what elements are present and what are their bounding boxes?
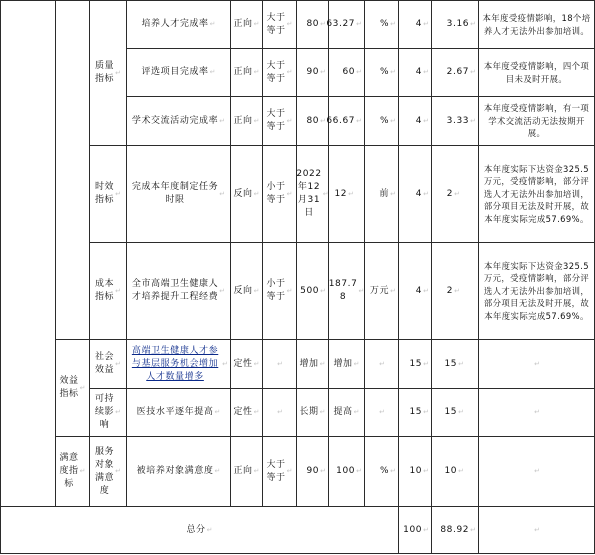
paragraph-mark: ↵ xyxy=(356,467,362,475)
paragraph-mark: ↵ xyxy=(423,467,429,475)
unit xyxy=(365,389,398,436)
score: 2 ↵ xyxy=(446,188,460,199)
paragraph-mark: ↵ xyxy=(390,286,396,295)
unit xyxy=(365,340,398,388)
paragraph-mark: ↵ xyxy=(353,359,360,368)
paragraph-mark: ↵ xyxy=(320,467,326,475)
actual-value: 66.67 ↵ xyxy=(326,115,362,126)
paragraph-mark: ↵ xyxy=(115,408,122,416)
paragraph-mark: ↵ xyxy=(286,286,293,295)
total-weight: 100 ↵ xyxy=(403,524,429,535)
paragraph-mark: ↵ xyxy=(286,189,293,198)
paragraph-mark: ↵ xyxy=(115,286,122,295)
paragraph-mark: ↵ xyxy=(209,20,216,28)
category-service-satisfaction: 服务 对象 满意 度 ↵ xyxy=(94,446,122,496)
paragraph-mark: ↵ xyxy=(470,68,476,76)
paragraph-mark: ↵ xyxy=(319,359,326,368)
deviation-note xyxy=(479,389,594,436)
metric-name: 医技水平逐年提高 ↵ xyxy=(136,407,221,417)
paragraph-mark: ↵ xyxy=(458,359,464,368)
direction: 正向 ↵ xyxy=(233,67,260,77)
metric-name: 完成本年度制定任务 时限 ↵ xyxy=(131,182,226,205)
direction: 正向 ↵ xyxy=(233,466,260,476)
actual-value: 增加 ↵ xyxy=(333,358,360,369)
paragraph-mark: ↵ xyxy=(534,525,540,534)
actual-value: 100 ↵ xyxy=(336,466,362,476)
score: 10 ↵ xyxy=(444,466,464,476)
weight: 15 ↵ xyxy=(409,407,429,417)
paragraph-mark: ↵ xyxy=(286,68,293,76)
direction: 定性 ↵ xyxy=(233,358,260,369)
weight: 10 ↵ xyxy=(409,466,429,476)
paragraph-mark: ↵ xyxy=(423,359,429,368)
score: 2.67 ↵ xyxy=(446,67,476,77)
paragraph-mark: ↵ xyxy=(253,20,260,28)
paragraph-mark: ↵ xyxy=(115,359,122,368)
score: 15 ↵ xyxy=(444,358,464,369)
paragraph-mark: ↵ xyxy=(253,189,260,198)
paragraph-mark: ↵ xyxy=(470,20,476,28)
paragraph-mark: ↵ xyxy=(320,20,326,28)
paragraph-mark: ↵ xyxy=(320,116,326,125)
metric-name: 培养人才完成率 ↵ xyxy=(141,19,216,29)
paragraph-mark: ↵ xyxy=(219,286,226,295)
weight: 4 ↵ xyxy=(415,188,429,199)
operator: 大于 等于 ↵ xyxy=(266,459,293,483)
paragraph-mark: ↵ xyxy=(390,467,396,475)
category-satisfaction: 满意 度指 标 ↵ xyxy=(59,453,86,489)
target-value: 90 ↵ xyxy=(306,466,326,476)
target-value: 2022 年12 月31 日 ↵ xyxy=(296,169,329,218)
operator: 大于 等于 ↵ xyxy=(266,60,293,84)
weight: 4 ↵ xyxy=(415,19,429,29)
unit: % ↵ xyxy=(379,19,396,29)
paragraph-mark: ↵ xyxy=(423,20,429,28)
operator xyxy=(263,389,296,436)
actual-value: 187.7 8 ↵ xyxy=(328,279,365,302)
paragraph-mark: ↵ xyxy=(458,408,464,416)
category-cost: 成本 指标 ↵ xyxy=(94,279,122,302)
paragraph-mark: ↵ xyxy=(253,116,260,125)
paragraph-mark: ↵ xyxy=(214,408,221,416)
metric-name: 全市高端卫生健康人 才培养提升工程经费 ↵ xyxy=(131,279,226,302)
paragraph-mark: ↵ xyxy=(115,68,122,77)
metric-name: 学术交流活动完成率 ↵ xyxy=(131,115,226,126)
paragraph-mark: ↵ xyxy=(277,359,283,368)
weight: 4 ↵ xyxy=(415,115,429,126)
paragraph-mark: ↵ xyxy=(470,116,476,125)
target-value: 500 ↵ xyxy=(300,285,326,296)
total-note xyxy=(479,507,594,553)
paragraph-mark: ↵ xyxy=(423,408,429,416)
unit: 万元 ↵ xyxy=(369,285,396,296)
paragraph-mark: ↵ xyxy=(379,359,385,368)
metric-name: 被培养对象满意度 ↵ xyxy=(136,466,221,476)
score: 3.33 ↵ xyxy=(446,115,476,126)
direction: 反向 ↵ xyxy=(233,285,260,296)
paragraph-mark: ↵ xyxy=(458,467,464,475)
paragraph-mark: ↵ xyxy=(423,286,429,295)
operator: 大于 等于 ↵ xyxy=(266,109,293,132)
direction: 反向 ↵ xyxy=(233,188,260,199)
actual-value: 提高 ↵ xyxy=(333,407,360,417)
target-value: 80 ↵ xyxy=(306,115,326,126)
paragraph-mark: ↵ xyxy=(534,467,540,475)
paragraph-mark: ↵ xyxy=(353,408,360,416)
deviation-note: 本年度实际下达资金325.5万元，受疫情影响，部分评选人才无法外出参加培训，部分项目无法及时开展，故本年度实际完成57.69%。 xyxy=(483,163,590,224)
paragraph-mark: ↵ xyxy=(206,525,213,534)
category-sustainability: 可持 续影 响 ↵ xyxy=(94,394,122,430)
rule-v xyxy=(0,0,1,554)
paragraph-mark: ↵ xyxy=(320,286,326,295)
unit: % ↵ xyxy=(379,115,396,126)
paragraph-mark: ↵ xyxy=(534,359,540,368)
actual-value: 63.27 ↵ xyxy=(326,19,362,29)
score: 15 ↵ xyxy=(444,407,464,417)
paragraph-mark: ↵ xyxy=(115,189,122,198)
paragraph-mark: ↵ xyxy=(356,20,362,28)
actual-value: 60 ↵ xyxy=(342,67,362,77)
target-value: 90 ↵ xyxy=(306,67,326,77)
paragraph-mark: ↵ xyxy=(115,467,122,475)
paragraph-mark: ↵ xyxy=(423,116,429,125)
target-value: 增加 ↵ xyxy=(299,358,326,369)
paragraph-mark: ↵ xyxy=(320,68,326,76)
paragraph-mark: ↵ xyxy=(253,359,260,368)
operator: 小于 等于 ↵ xyxy=(266,279,293,302)
direction: 正向 ↵ xyxy=(233,115,260,126)
paragraph-mark: ↵ xyxy=(470,525,476,534)
weight: 4 ↵ xyxy=(415,285,429,296)
rule-h xyxy=(0,553,595,554)
category-timeliness: 时效 指标 ↵ xyxy=(94,182,122,205)
paragraph-mark: ↵ xyxy=(219,116,226,125)
paragraph-mark: ↵ xyxy=(423,68,429,76)
deviation-note: 本年度实际下达资金325.5万元，受疫情影响，部分评选人才无法外出参加培训，部分项目无法及时开展，故本年度实际完成57.69%。 xyxy=(483,260,590,321)
deviation-note: 本年度受疫情影响，有一项学术交流活动无法按期开展。 xyxy=(483,103,590,139)
paragraph-mark: ↵ xyxy=(379,408,385,416)
paragraph-mark: ↵ xyxy=(286,20,293,28)
paragraph-mark: ↵ xyxy=(390,20,396,28)
operator: 大于 等于 ↵ xyxy=(266,12,293,36)
paragraph-mark: ↵ xyxy=(253,467,260,475)
target-value: 长期 ↵ xyxy=(299,407,326,417)
unit: % ↵ xyxy=(379,466,396,476)
metric-name: 评选项目完成率 ↵ xyxy=(141,67,216,77)
unit: 前 ↵ xyxy=(379,188,396,199)
paragraph-mark: ↵ xyxy=(253,68,260,76)
target-value: 80 ↵ xyxy=(306,19,326,29)
deviation-note: 本年度受疫情影响，18个培养人才无法外出参加培训。 xyxy=(482,13,591,36)
paragraph-mark: ↵ xyxy=(286,116,293,125)
deviation-note: 本年度受疫情影响，四个项目未及时开展。 xyxy=(483,61,590,84)
paragraph-mark: ↵ xyxy=(253,408,260,416)
paragraph-mark: ↵ xyxy=(348,189,354,198)
paragraph-mark: ↵ xyxy=(454,286,460,295)
direction: 正向 ↵ xyxy=(233,19,260,29)
weight: 15 ↵ xyxy=(409,358,429,369)
metric-name: 高端卫生健康人才参与基层服务机会增加人才数量增多 ↵ xyxy=(131,345,228,382)
paragraph-mark: ↵ xyxy=(358,286,365,295)
paragraph-mark: ↵ xyxy=(534,408,540,416)
category-quality: 质量 指标 ↵ xyxy=(94,61,122,84)
paragraph-mark: ↵ xyxy=(423,189,429,198)
paragraph-mark: ↵ xyxy=(390,189,396,198)
direction: 定性 ↵ xyxy=(233,407,260,417)
paragraph-mark: ↵ xyxy=(319,408,326,416)
score: 3.16 ↵ xyxy=(446,19,476,29)
operator xyxy=(263,340,296,388)
total-label: 总分 ↵ xyxy=(186,524,213,535)
weight: 4 ↵ xyxy=(415,67,429,77)
paragraph-mark: ↵ xyxy=(253,286,260,295)
paragraph-mark: ↵ xyxy=(356,116,362,125)
paragraph-mark: ↵ xyxy=(79,383,86,392)
paragraph-mark: ↵ xyxy=(454,189,460,198)
operator: 小于 等于 ↵ xyxy=(266,182,293,205)
actual-value: 12 ↵ xyxy=(334,188,354,199)
category-social-benefit: 社会 效益 ↵ xyxy=(94,352,122,375)
unit: % ↵ xyxy=(379,67,396,77)
paragraph-mark: ↵ xyxy=(390,68,396,76)
paragraph-mark: ↵ xyxy=(214,467,221,475)
paragraph-mark: ↵ xyxy=(286,467,293,475)
deviation-note xyxy=(479,437,594,506)
paragraph-mark: ↵ xyxy=(222,359,228,368)
paragraph-mark: ↵ xyxy=(79,467,86,475)
total-score: 88.92 ↵ xyxy=(440,524,476,535)
paragraph-mark: ↵ xyxy=(219,189,226,198)
category-benefit: 效益 指标 ↵ xyxy=(59,376,86,399)
paragraph-mark: ↵ xyxy=(423,525,429,534)
deviation-note xyxy=(479,340,594,388)
paragraph-mark: ↵ xyxy=(322,189,329,198)
paragraph-mark: ↵ xyxy=(209,68,216,76)
score: 2 ↵ xyxy=(446,285,460,296)
paragraph-mark: ↵ xyxy=(277,408,283,416)
paragraph-mark: ↵ xyxy=(390,116,396,125)
paragraph-mark: ↵ xyxy=(356,68,362,76)
